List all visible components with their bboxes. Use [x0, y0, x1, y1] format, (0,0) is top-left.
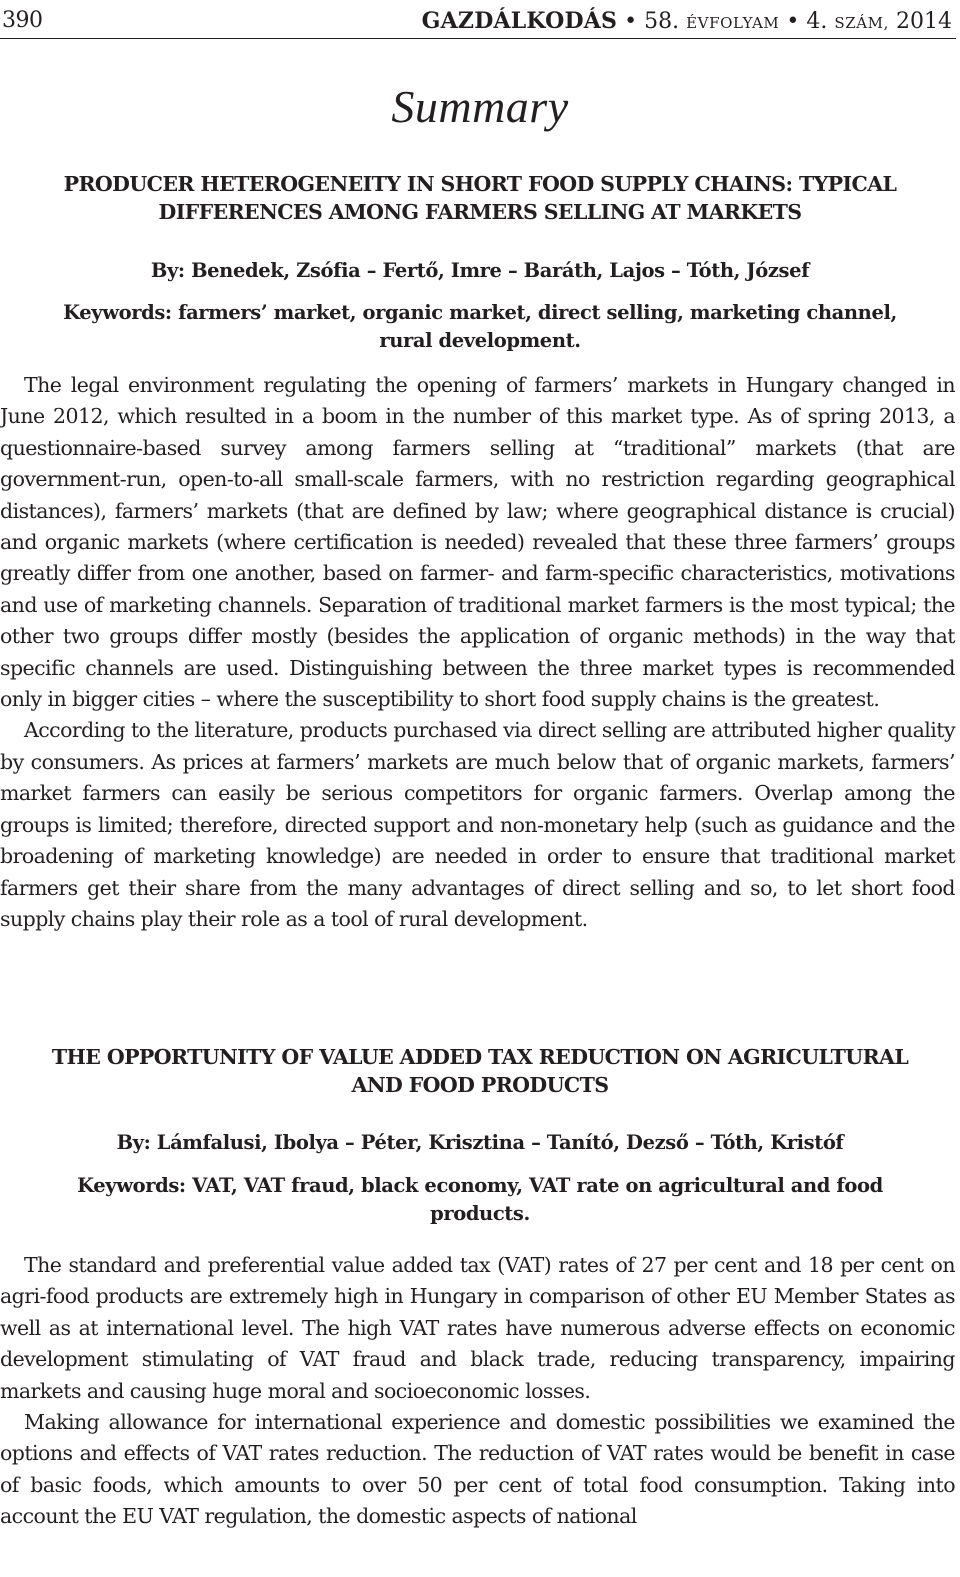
journal-name: GAZDÁLKODÁS [421, 8, 618, 34]
page-title: Summary [391, 81, 569, 132]
article-title-line: DIFFERENCES AMONG FARMERS SELLING AT MARKETS [158, 200, 802, 224]
body-paragraph: According to the literature, products purchased via direct selling are attributed higher quality by consumers. As prices at farmers’ markets are much below that of organic markets, farmers’ market farmers can easily be serious competitors for organic farmers. Overlap among the groups is limited; therefore, directed support and non-monetary help (such as guidance and the broadening of marketing knowledge) are needed in order to ensure that traditional market farmers get their share from the many advantages of direct selling and so, to let short food supply chains play their role as a tool of rural development. [0, 718, 955, 931]
article-body [0, 1250, 955, 1533]
journal-running-head [422, 8, 952, 34]
article-title-line: AND FOOD PRODUCTS [351, 1073, 609, 1097]
running-header [0, 4, 956, 39]
volume-label: ÉVFOLYAM [686, 14, 780, 32]
page-number: 390 [2, 8, 43, 33]
separator-dot: • [786, 9, 800, 34]
issue-number: 4. [806, 9, 828, 34]
article-keywords [0, 299, 960, 355]
keywords-line: Keywords: farmers’ market, organic market, direct selling, marketing channel, [63, 301, 897, 324]
article-body [0, 370, 955, 935]
issue-label: SZÁM, [834, 14, 889, 32]
article-byline: By: Lámfalusi, Ibolya – Péter, Krisztina – Tanító, Dezső – Tóth, Kristóf [116, 1131, 844, 1154]
article-title [0, 1043, 960, 1099]
year: 2014 [896, 9, 952, 34]
article-keywords [0, 1172, 960, 1228]
keywords-line: Keywords: VAT, VAT fraud, black economy, VAT rate on agricultural and food [77, 1174, 883, 1197]
article-title-line: PRODUCER HETEROGENEITY IN SHORT FOOD SUPPLY CHAINS: TYPICAL [63, 172, 897, 196]
body-paragraph: The legal environment regulating the opening of farmers’ markets in Hungary changed in June 2012, which resulted in a boom in the number of this market type. As of spring 2013, a questionnaire-based survey among farmers selling at “traditional” markets (that are government-run, open-to-all small-scale farmers, with no restriction regarding geographical distances), farmers’ markets (that are defined by law; where geographical distance is crucial) and organic markets (where certification is needed) revealed that these three farmers’ groups greatly differ from one another, based on farmer- and farm-specific characteristics, motivations and use of marketing channels. Separation of traditional market farmers is the most typical; the other two groups differ mostly (besides the application of organic methods) in the way that specific channels are used. Distinguishing between the three market types is recommended only in bigger cities – where the susceptibility to short food supply chains is the greatest. [0, 373, 955, 712]
body-paragraph: Making allowance for international experience and domestic possibilities we examined the options and effects of VAT rates reduction. The reduction of VAT rates would be benefit in case of basic foods, which amounts to over 50 per cent of total food consumption. Taking into account the EU VAT regulation, the domestic aspects of national [0, 1410, 955, 1529]
article-byline: By: Benedek, Zsófia – Fertő, Imre – Baráth, Lajos – Tóth, József [150, 259, 810, 282]
body-paragraph: The standard and preferential value added tax (VAT) rates of 27 per cent and 18 per cent on agri-food products are extremely high in Hungary in comparison of other EU Member States as well as at international level. The high VAT rates have numerous adverse effects on economic development stimulating of VAT fraud and black trade, reducing transparency, impairing markets and causing huge moral and socioeconomic losses. [0, 1253, 955, 1403]
separator-dot: • [624, 9, 638, 34]
volume-number: 58. [644, 9, 680, 34]
article-title-line: THE OPPORTUNITY OF VALUE ADDED TAX REDUCTION ON AGRICULTURAL [51, 1045, 909, 1069]
keywords-line: rural development. [379, 329, 581, 352]
article-title [0, 170, 960, 226]
keywords-line: products. [430, 1202, 530, 1225]
